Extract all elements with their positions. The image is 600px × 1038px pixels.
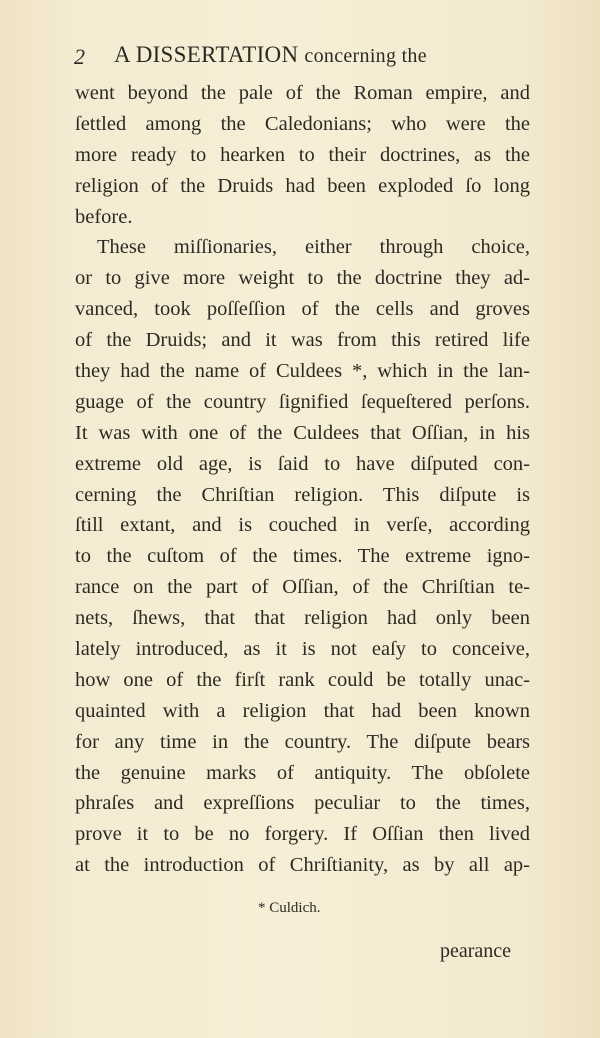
text-line: at the introduction of Chriſtianity, as by all ap- xyxy=(75,854,530,877)
paragraph-start-line: These miſſionaries, either through choice, xyxy=(97,236,530,259)
text-line: vanced, took poſſeſſion of the cells and groves xyxy=(75,298,530,321)
footnote: * Culdich. xyxy=(258,900,321,916)
text-line: the genuine marks of antiquity. The obſolete xyxy=(75,761,530,784)
text-line: for any time in the country. The diſpute bears xyxy=(75,730,530,753)
text-line: went beyond the pale of the Roman empire, and xyxy=(75,82,530,104)
text-line: extreme old age, is ſaid to have diſputed con- xyxy=(75,452,530,475)
text-line: they had the name of Culdees *, which in the lan- xyxy=(75,360,530,383)
running-head xyxy=(114,42,427,68)
text-line: ſtill extant, and is couched in verſe, according xyxy=(75,514,530,537)
text-line: more ready to hearken to their doctrines, as the xyxy=(75,143,530,166)
text-line: prove it to be no forgery. If Oſſian then lived xyxy=(75,823,530,846)
text-line: religion of the Druids had been exploded ſo long xyxy=(75,174,530,197)
text-line: lately introduced, as it is not eaſy to conceive, xyxy=(75,638,530,661)
running-head-title: A DISSERTATION xyxy=(114,42,299,67)
text-line: to the cuſtom of the times. The extreme igno- xyxy=(75,545,530,568)
text-line: cerning the Chriſtian religion. This diſpute is xyxy=(75,483,530,506)
text-line: how one of the firſt rank could be totally unac- xyxy=(75,668,530,691)
text-line: ſettled among the Caledonians; who were the xyxy=(75,112,530,135)
text-line: or to give more weight to the doctrine they ad- xyxy=(75,267,530,290)
text-line: rance on the part of Oſſian, of the Chriſtian te- xyxy=(75,576,530,599)
running-head-subtitle: concerning the xyxy=(304,45,427,67)
catchword: pearance xyxy=(440,940,512,962)
body-text xyxy=(75,78,530,881)
page-header xyxy=(74,42,534,74)
text-line: quainted with a religion that had been known xyxy=(75,699,530,722)
text-line: It was with one of the Culdees that Oſſian, in his xyxy=(75,421,530,444)
text-line: of the Druids; and it was from this retired life xyxy=(75,329,530,352)
text-line: guage of the country ſignified ſequeſtered perſons. xyxy=(75,390,530,413)
text-line: before. xyxy=(75,205,133,228)
page-number: 2 xyxy=(74,44,85,69)
text-line: phraſes and expreſſions peculiar to the times, xyxy=(75,792,530,815)
text-line: nets, ſhews, that that religion had only been xyxy=(75,607,530,630)
